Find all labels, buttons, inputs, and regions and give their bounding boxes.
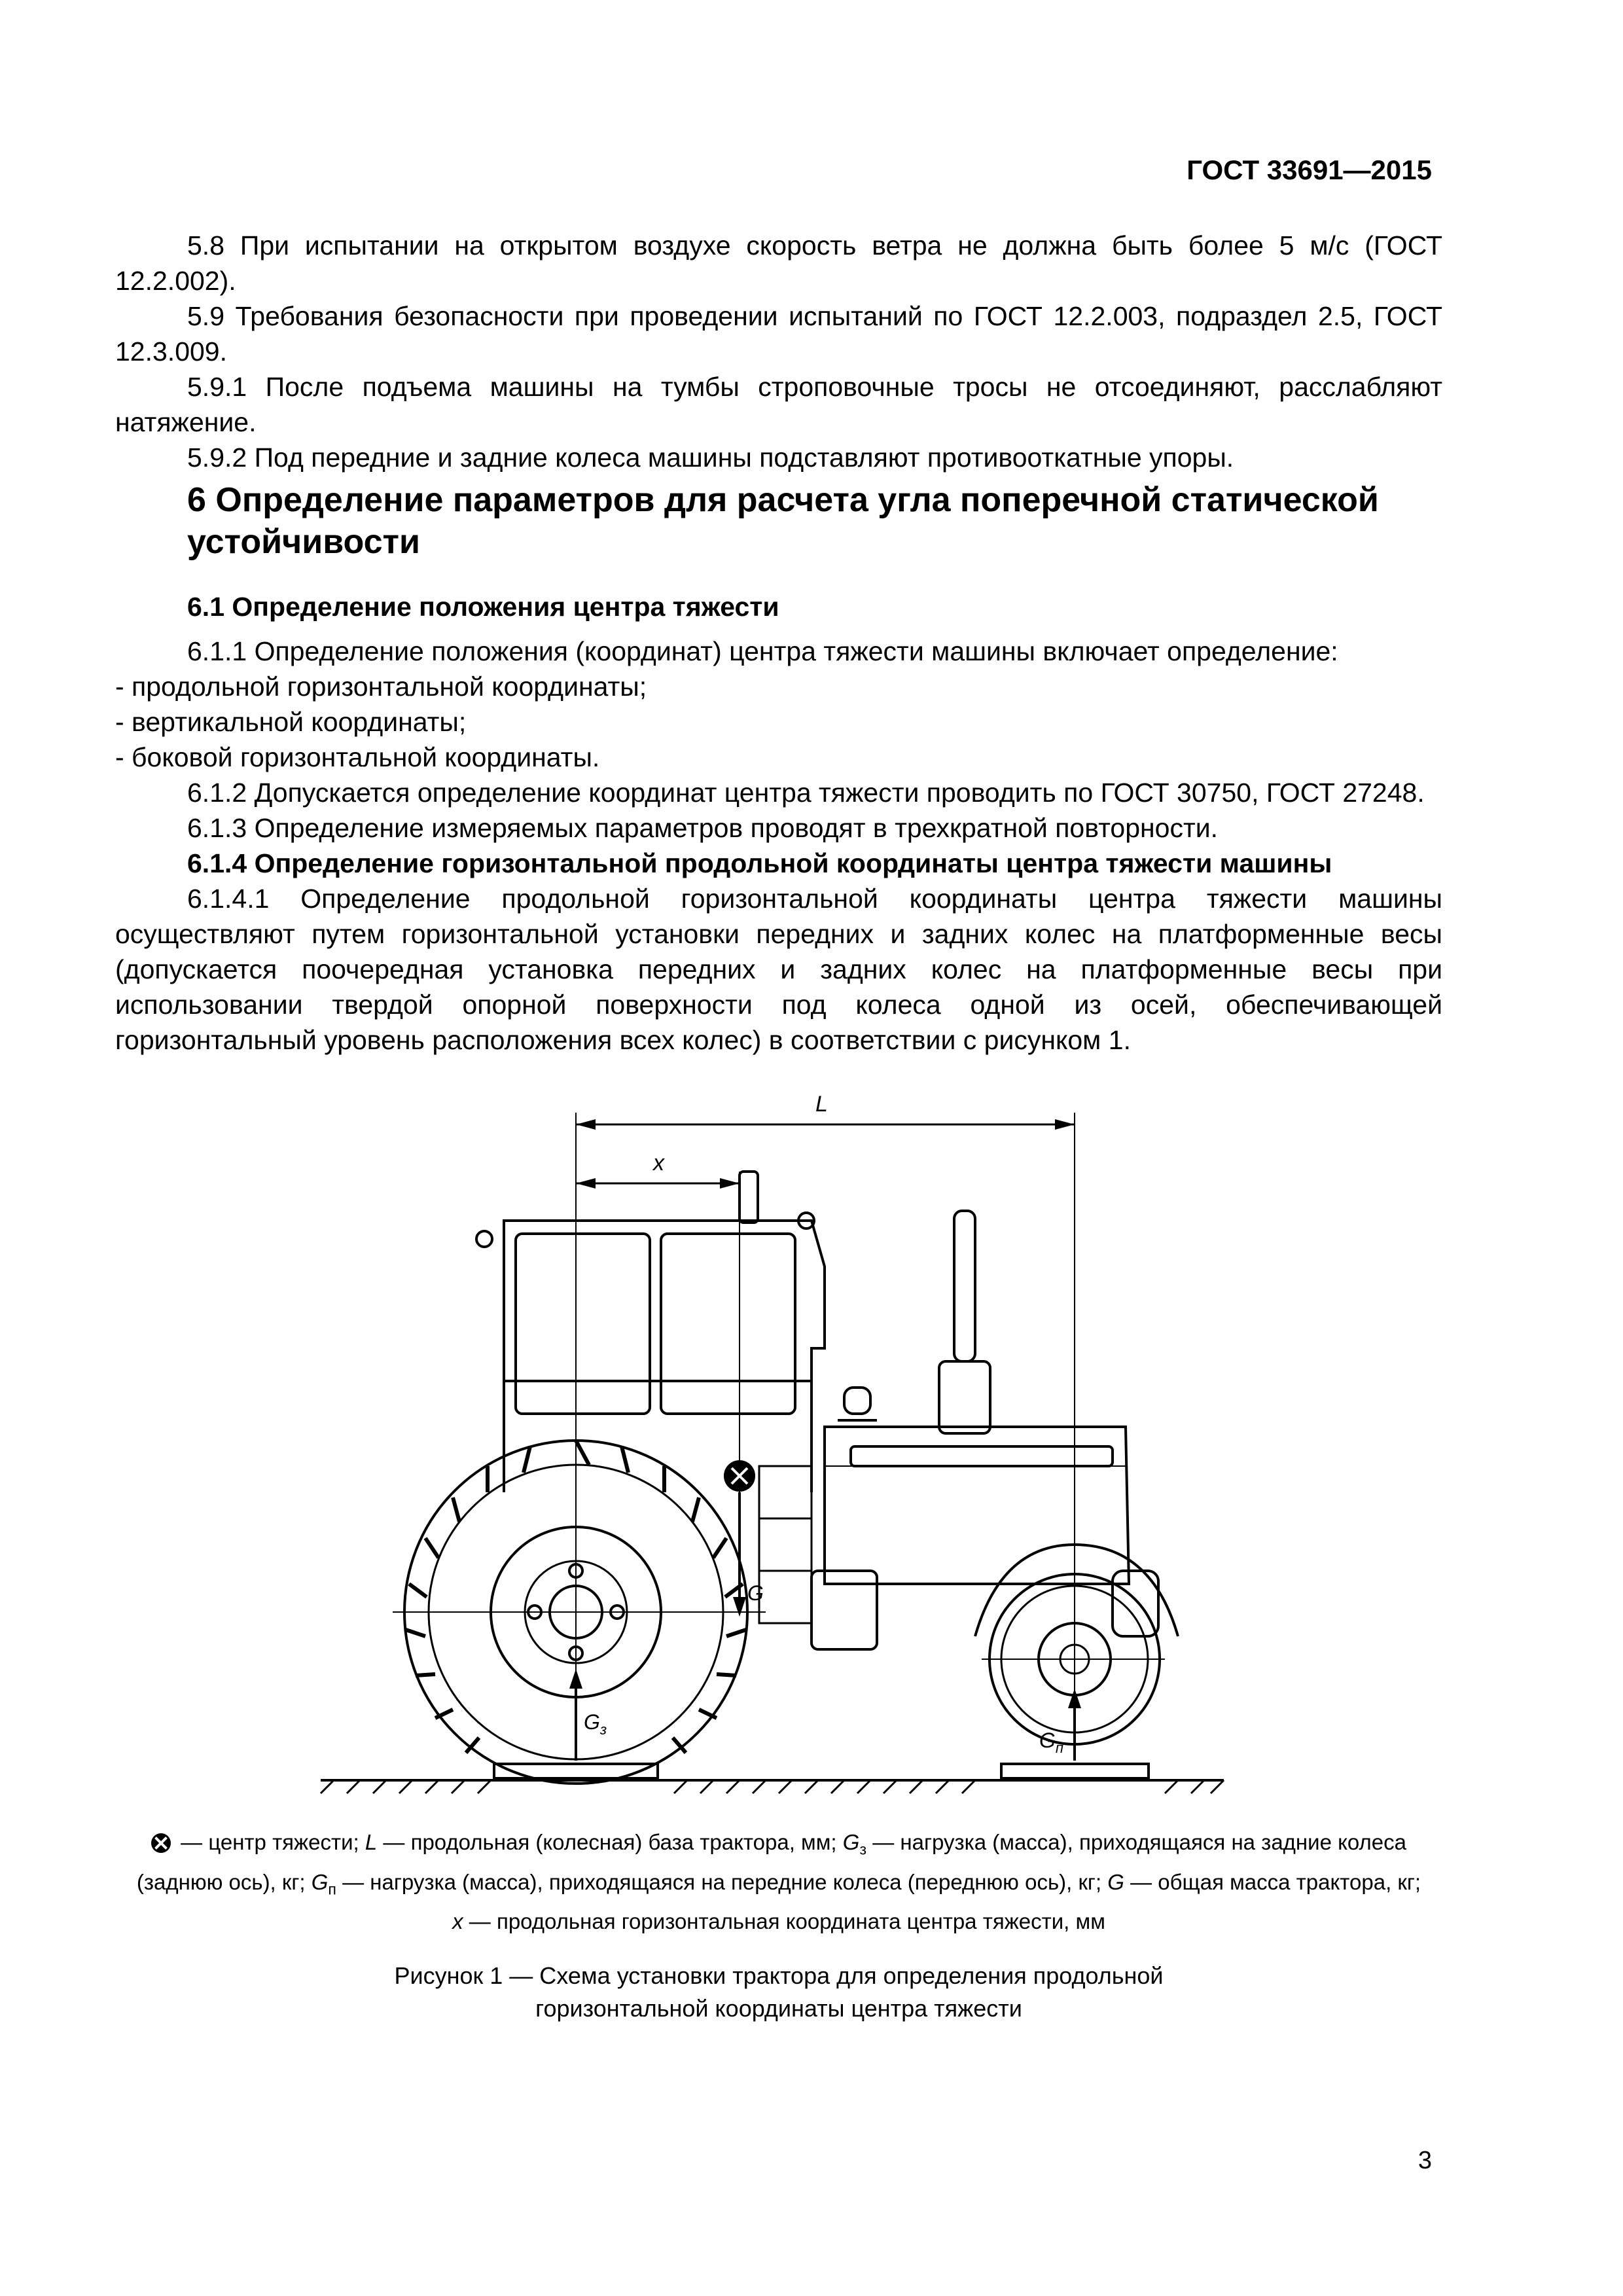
paragraph-5-9: 5.9 Требования безопасности при проведении испытаний по ГОСТ 12.2.003, подраздел 2.5, ГОСТ 12.3.009. (115, 301, 1442, 367)
document-code: ГОСТ 33691—2015 (1186, 154, 1432, 185)
figure-title-line-2: горизонтальной координаты центра тяжести (535, 1995, 1022, 2022)
paragraph-6-1-3: 6.1.3 Определение измеряемых параметров проводят в трехкратной повторности. (187, 813, 1219, 843)
paragraph-5-8: 5.8 При испытании на открытом воздухе скорость ветра не должна быть более 5 м/с (ГОСТ 12.2.002). (115, 230, 1442, 296)
paragraph-6-1-1: 6.1.1 Определение положения (координат) центра тяжести машины включает определение: (187, 636, 1338, 666)
subsection-6-1-4-title: 6.1.4 Определение горизонтальной продольной координаты центра тяжести машины (187, 848, 1332, 878)
paragraph-6-1-2: 6.1.2 Допускается определение координат центра тяжести проводить по ГОСТ 30750, ГОСТ 27248. (187, 778, 1425, 808)
force-label-G3: $G_з$ (584, 1710, 607, 1738)
paragraph-6-1-4-1: 6.1.4.1 Определение продольной горизонтальной координаты центра тяжести машины осуществляют путем горизонтальной установки передних и задних колес на платформенные весы (допускается поочередная установка передних и задних колес на платформенные весы при использовании твердой опорной поверхности под колеса одной из осей, обеспечивающей горизонтальный уровень расположения всех колес) в соответствии с рисунком 1. (115, 884, 1442, 1055)
dimension-label-L: L (815, 1092, 828, 1117)
figure-tractor-diagram (308, 1073, 1263, 1806)
page-number: 3 (1418, 2147, 1432, 2174)
paragraph-5-9-2: 5.9.2 Под передние и задние колеса машины подставляют противооткатные упоры. (187, 442, 1234, 473)
figure-legend: — центр тяжести; L — продольная (колесная) база трактора, мм; $G_з$ — нагрузка (масса), приходящаяся на задние колеса (заднюю ось), кг; $G_п$ — нагрузка (масса), приходящаяся на передние колеса (переднюю ось), кг; G — общая масса трактора, кг; x — продольная горизонтальная координата центра тяжести, мм (136, 1830, 1421, 1934)
tractor-drawing (308, 1073, 1263, 1806)
subsection-6-1-title: 6.1 Определение положения центра тяжести (187, 592, 779, 622)
force-label-Gp: $G_п$ (1039, 1729, 1063, 1756)
list-item: - вертикальной координаты; (115, 707, 467, 737)
list-item: - продольной горизонтальной координаты; (115, 672, 647, 702)
list-item: - боковой горизонтальной координаты. (115, 742, 600, 772)
center-of-gravity-icon (151, 1833, 171, 1853)
figure-title-line-1: Рисунок 1 — Схема установки трактора для определения продольной (394, 1962, 1164, 1989)
paragraph-5-9-1: 5.9.1 После подъема машины на тумбы строповочные тросы не отсоединяют, расслабляют натяжение. (115, 372, 1442, 437)
force-label-G: G (747, 1581, 764, 1605)
section-5-text (115, 228, 1442, 475)
section-6-title: 6 Определение параметров для расчета угла поперечной статической устойчивости (187, 481, 1379, 561)
center-of-gravity-icon (725, 1462, 754, 1490)
section-6-text (115, 589, 1442, 1058)
figure-title (115, 1960, 1442, 2025)
dimension-label-x: x (653, 1151, 664, 1175)
